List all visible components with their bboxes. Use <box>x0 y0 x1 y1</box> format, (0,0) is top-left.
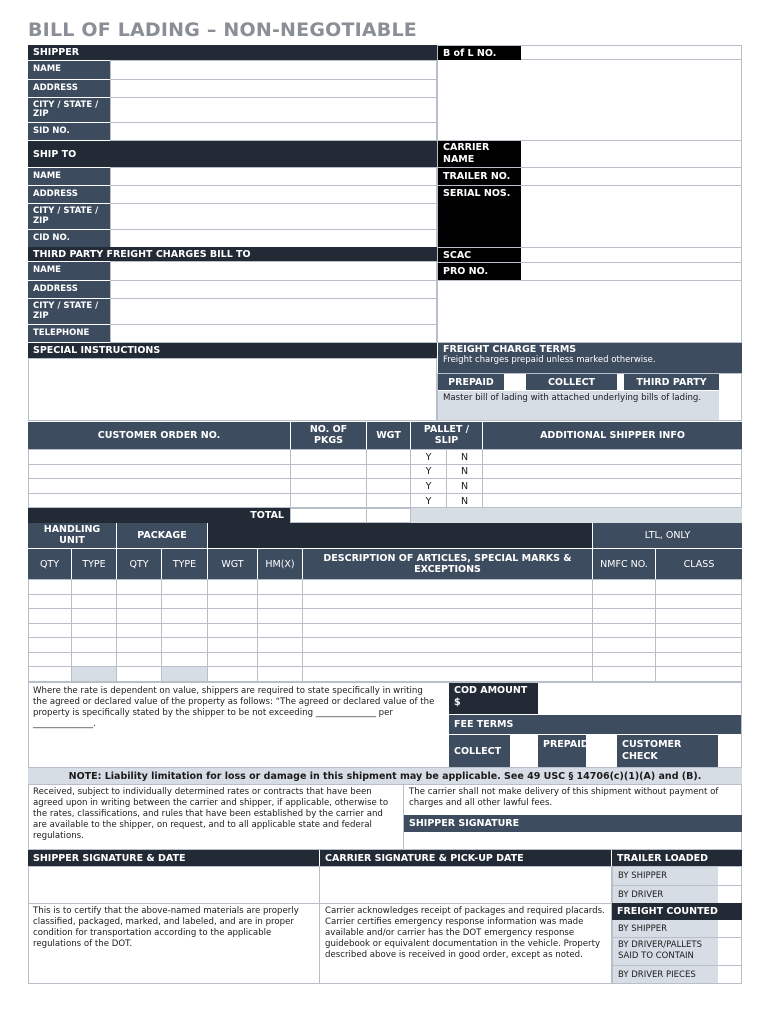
third-party-city-label: CITY / STATE / ZIP <box>28 299 110 324</box>
col-nmfc: NMFC NO. <box>593 549 655 579</box>
package-header: PACKAGE <box>117 523 207 548</box>
ship-to-address-label: ADDRESS <box>28 186 110 203</box>
third-party-option-label: THIRD PARTY <box>624 374 719 390</box>
freight-counted-header: FREIGHT COUNTED <box>612 903 742 920</box>
shipper-sid-field[interactable] <box>110 122 437 141</box>
shipper-name-label: NAME <box>28 61 110 79</box>
col-carrier-wgt: WGT <box>208 549 257 579</box>
received-text: Received, subject to individually determined rates or contracts that have been agreed upon in writing between the carrier and shipper, if applicable, otherwise to the rates, classifications, and rules that have been established by the carrier and are available to the shipper, on request, and to all applicable state and federal regulations. <box>33 787 389 841</box>
collect-option-label: COLLECT <box>526 374 617 390</box>
divider <box>28 493 742 494</box>
freight-terms-note: Freight charges prepaid unless marked otherwise. <box>443 355 656 365</box>
divider <box>28 464 742 465</box>
y-option[interactable]: Y <box>425 466 432 477</box>
scac-label: SCAC <box>438 248 521 262</box>
fee-prepaid-label: PREPAID <box>538 735 586 767</box>
divider <box>28 637 742 638</box>
divider <box>28 608 742 609</box>
fee-collect-label: COLLECT <box>449 735 510 767</box>
y-option[interactable]: Y <box>425 495 432 507</box>
counted-by-driver-pallets-label: BY DRIVER/PALLETS SAID TO CONTAIN <box>613 938 718 965</box>
bol-no-label: B of L NO. <box>438 46 521 60</box>
third-party-address-label: ADDRESS <box>28 281 110 298</box>
declared-value-text: Where the rate is dependent on value, shippers are required to state specifically in writing the agreed or declared value of the property as follows: “The agreed or declared value of the property is specifically stated by the shipper to be not exceeding ______________ per ______________. <box>33 686 435 729</box>
shipper-signature-field[interactable] <box>404 832 741 849</box>
n-option[interactable]: N <box>460 495 469 507</box>
divider <box>592 579 593 682</box>
liability-note: NOTE: Liability limitation for loss or damage in this shipment may be applicable. See 49 USC § 14706(c)(1)(A) and (B). <box>28 768 742 784</box>
n-option[interactable]: N <box>460 466 469 477</box>
customer-check-checkbox[interactable] <box>718 735 741 767</box>
special-instructions-field[interactable] <box>28 358 437 421</box>
total-filler <box>411 508 742 523</box>
scac-field[interactable] <box>521 248 741 262</box>
divider <box>302 579 303 682</box>
shipper-name-field[interactable] <box>110 60 437 80</box>
ship-to-address-field[interactable] <box>110 185 437 204</box>
col-class: CLASS <box>656 549 742 579</box>
total-wgt-field[interactable] <box>366 508 411 523</box>
col-hu-qty: QTY <box>28 549 71 579</box>
carrier-header-filler <box>208 523 592 548</box>
col-no-of-pkgs: NO. OF PKGS <box>291 422 366 449</box>
customer-check-label: CUSTOMER CHECK <box>617 735 718 767</box>
third-party-name-field[interactable] <box>110 261 437 281</box>
shipper-city-label: CITY / STATE / ZIP <box>28 98 110 122</box>
col-wgt: WGT <box>367 422 410 449</box>
pro-no-label: PRO NO. <box>438 263 521 280</box>
carrier-sig-date-field[interactable] <box>320 867 611 903</box>
ship-to-cid-label: CID NO. <box>28 230 110 247</box>
col-description: DESCRIPTION OF ARTICLES, SPECIAL MARKS & EXCEPTIONS <box>303 549 592 579</box>
shipper-signature-header: SHIPPER SIGNATURE <box>404 815 742 832</box>
col-pkg-type: TYPE <box>162 549 207 579</box>
n-option[interactable]: N <box>460 480 469 492</box>
serial-nos-label: SERIAL NOS. <box>438 186 521 247</box>
total-hu-type-shade <box>72 667 116 681</box>
special-instructions-header: SPECIAL INSTRUCTIONS <box>28 343 437 358</box>
divider <box>207 579 208 682</box>
carrier-name-field[interactable] <box>521 141 741 167</box>
trailer-no-field[interactable] <box>521 168 741 185</box>
shipper-city-field[interactable] <box>110 97 437 123</box>
carrier-name-label: CARRIER NAME <box>438 141 521 167</box>
total-label: TOTAL <box>28 508 290 523</box>
col-hm: HM(X) <box>258 549 302 579</box>
divider <box>28 903 612 904</box>
divider <box>28 594 742 595</box>
fee-collect-checkbox[interactable] <box>510 735 538 767</box>
trailer-by-shipper-label: BY SHIPPER <box>613 867 718 885</box>
serial-nos-field[interactable] <box>521 186 741 247</box>
prepaid-option-label: PREPAID <box>438 374 504 390</box>
third-party-telephone-label: TELEPHONE <box>28 325 110 342</box>
divider <box>28 623 742 624</box>
divider <box>482 449 483 508</box>
ship-to-city-field[interactable] <box>110 203 437 230</box>
bol-no-field[interactable] <box>521 46 741 60</box>
col-customer-order: CUSTOMER ORDER NO. <box>28 422 290 449</box>
col-pallet-slip: PALLET / SLIP <box>411 422 482 449</box>
ship-to-city-label: CITY / STATE / ZIP <box>28 204 110 229</box>
divider <box>116 579 117 682</box>
fee-prepaid-checkbox[interactable] <box>586 735 617 767</box>
divider <box>28 652 742 653</box>
third-party-checkbox[interactable] <box>719 374 741 390</box>
shipper-sig-date-header: SHIPPER SIGNATURE & DATE <box>28 850 319 866</box>
master-bol-text: Master bill of lading with attached underlying bills of lading. <box>438 391 719 420</box>
counted-by-shipper-checkbox[interactable] <box>718 920 741 937</box>
shipper-sid-label: SID NO. <box>28 123 110 140</box>
col-additional-info: ADDITIONAL SHIPPER INFO <box>483 422 742 449</box>
cod-amount-label: COD AMOUNT $ <box>449 683 538 714</box>
n-option[interactable]: N <box>460 451 469 463</box>
trailer-by-driver-checkbox[interactable] <box>718 886 741 903</box>
carrier-delivery-text: The carrier shall not make delivery of this shipment without payment of charges and all other lawful fees. <box>409 787 719 808</box>
divider <box>257 579 258 682</box>
counted-by-driver-pieces-checkbox[interactable] <box>718 966 741 983</box>
fee-terms-header: FEE TERMS <box>449 715 741 734</box>
third-party-name-label: NAME <box>28 262 110 280</box>
counted-by-driver-pallets-checkbox[interactable] <box>718 938 741 965</box>
divider <box>437 280 742 281</box>
shipper-header: SHIPPER <box>28 45 437 60</box>
cod-amount-field[interactable] <box>538 683 741 714</box>
counted-by-driver-pieces-label: BY DRIVER PIECES <box>613 966 718 983</box>
trailer-no-label: TRAILER NO. <box>438 168 521 185</box>
third-party-address-field[interactable] <box>110 280 437 299</box>
ship-to-cid-field[interactable] <box>110 229 437 248</box>
carrier-sig-date-header: CARRIER SIGNATURE & PICK-UP DATE <box>320 850 611 866</box>
divider <box>28 478 742 479</box>
total-pkg-type-shade <box>162 667 207 681</box>
prepaid-checkbox[interactable] <box>504 374 526 390</box>
third-party-telephone-field[interactable] <box>110 324 437 343</box>
trailer-loaded-header: TRAILER LOADED <box>612 850 742 866</box>
shipper-address-label: ADDRESS <box>28 80 110 97</box>
counted-by-shipper-label: BY SHIPPER <box>613 920 718 937</box>
master-bol-checkbox[interactable] <box>719 391 741 420</box>
carrier-ack-text: Carrier acknowledges receipt of packages and required placards. Carrier certifies emergency response information was made available and/or carrier has the DOT emergency response guidebook or equivalent documentation in the vehicle. Property described above is received in good order, except as noted. <box>325 906 605 960</box>
handling-unit-header: HANDLING UNIT <box>28 523 116 548</box>
y-option[interactable]: Y <box>425 451 432 463</box>
ship-to-name-label: NAME <box>28 168 110 185</box>
freight-terms-box <box>438 343 742 373</box>
freight-terms-header: FREIGHT CHARGE TERMS <box>443 344 577 355</box>
total-pkgs-field[interactable] <box>290 508 367 523</box>
third-party-header: THIRD PARTY FREIGHT CHARGES BILL TO <box>28 247 437 261</box>
ship-to-name-field[interactable] <box>110 167 437 186</box>
pro-no-field[interactable] <box>521 263 741 280</box>
ship-to-header: SHIP TO <box>28 141 437 167</box>
divider <box>655 579 656 682</box>
certify-text: This is to certify that the above-named materials are properly classified, packaged, marked, and labeled, and are in proper condition for transportation according to the applicable regulations of the DOT. <box>33 906 299 949</box>
col-pkg-qty: QTY <box>117 549 161 579</box>
collect-checkbox[interactable] <box>617 374 624 390</box>
shipper-sig-date-field[interactable] <box>29 867 319 903</box>
divider <box>28 666 742 667</box>
col-hu-type: TYPE <box>72 549 116 579</box>
trailer-by-shipper-checkbox[interactable] <box>718 867 741 885</box>
third-party-city-field[interactable] <box>110 298 437 325</box>
trailer-by-driver-label: BY DRIVER <box>613 886 718 903</box>
ltl-only-header: LTL, ONLY <box>593 523 742 548</box>
page-title: BILL OF LADING – NON-NEGOTIABLE <box>28 19 417 41</box>
y-option[interactable]: Y <box>425 480 432 492</box>
shipper-address-field[interactable] <box>110 79 437 98</box>
